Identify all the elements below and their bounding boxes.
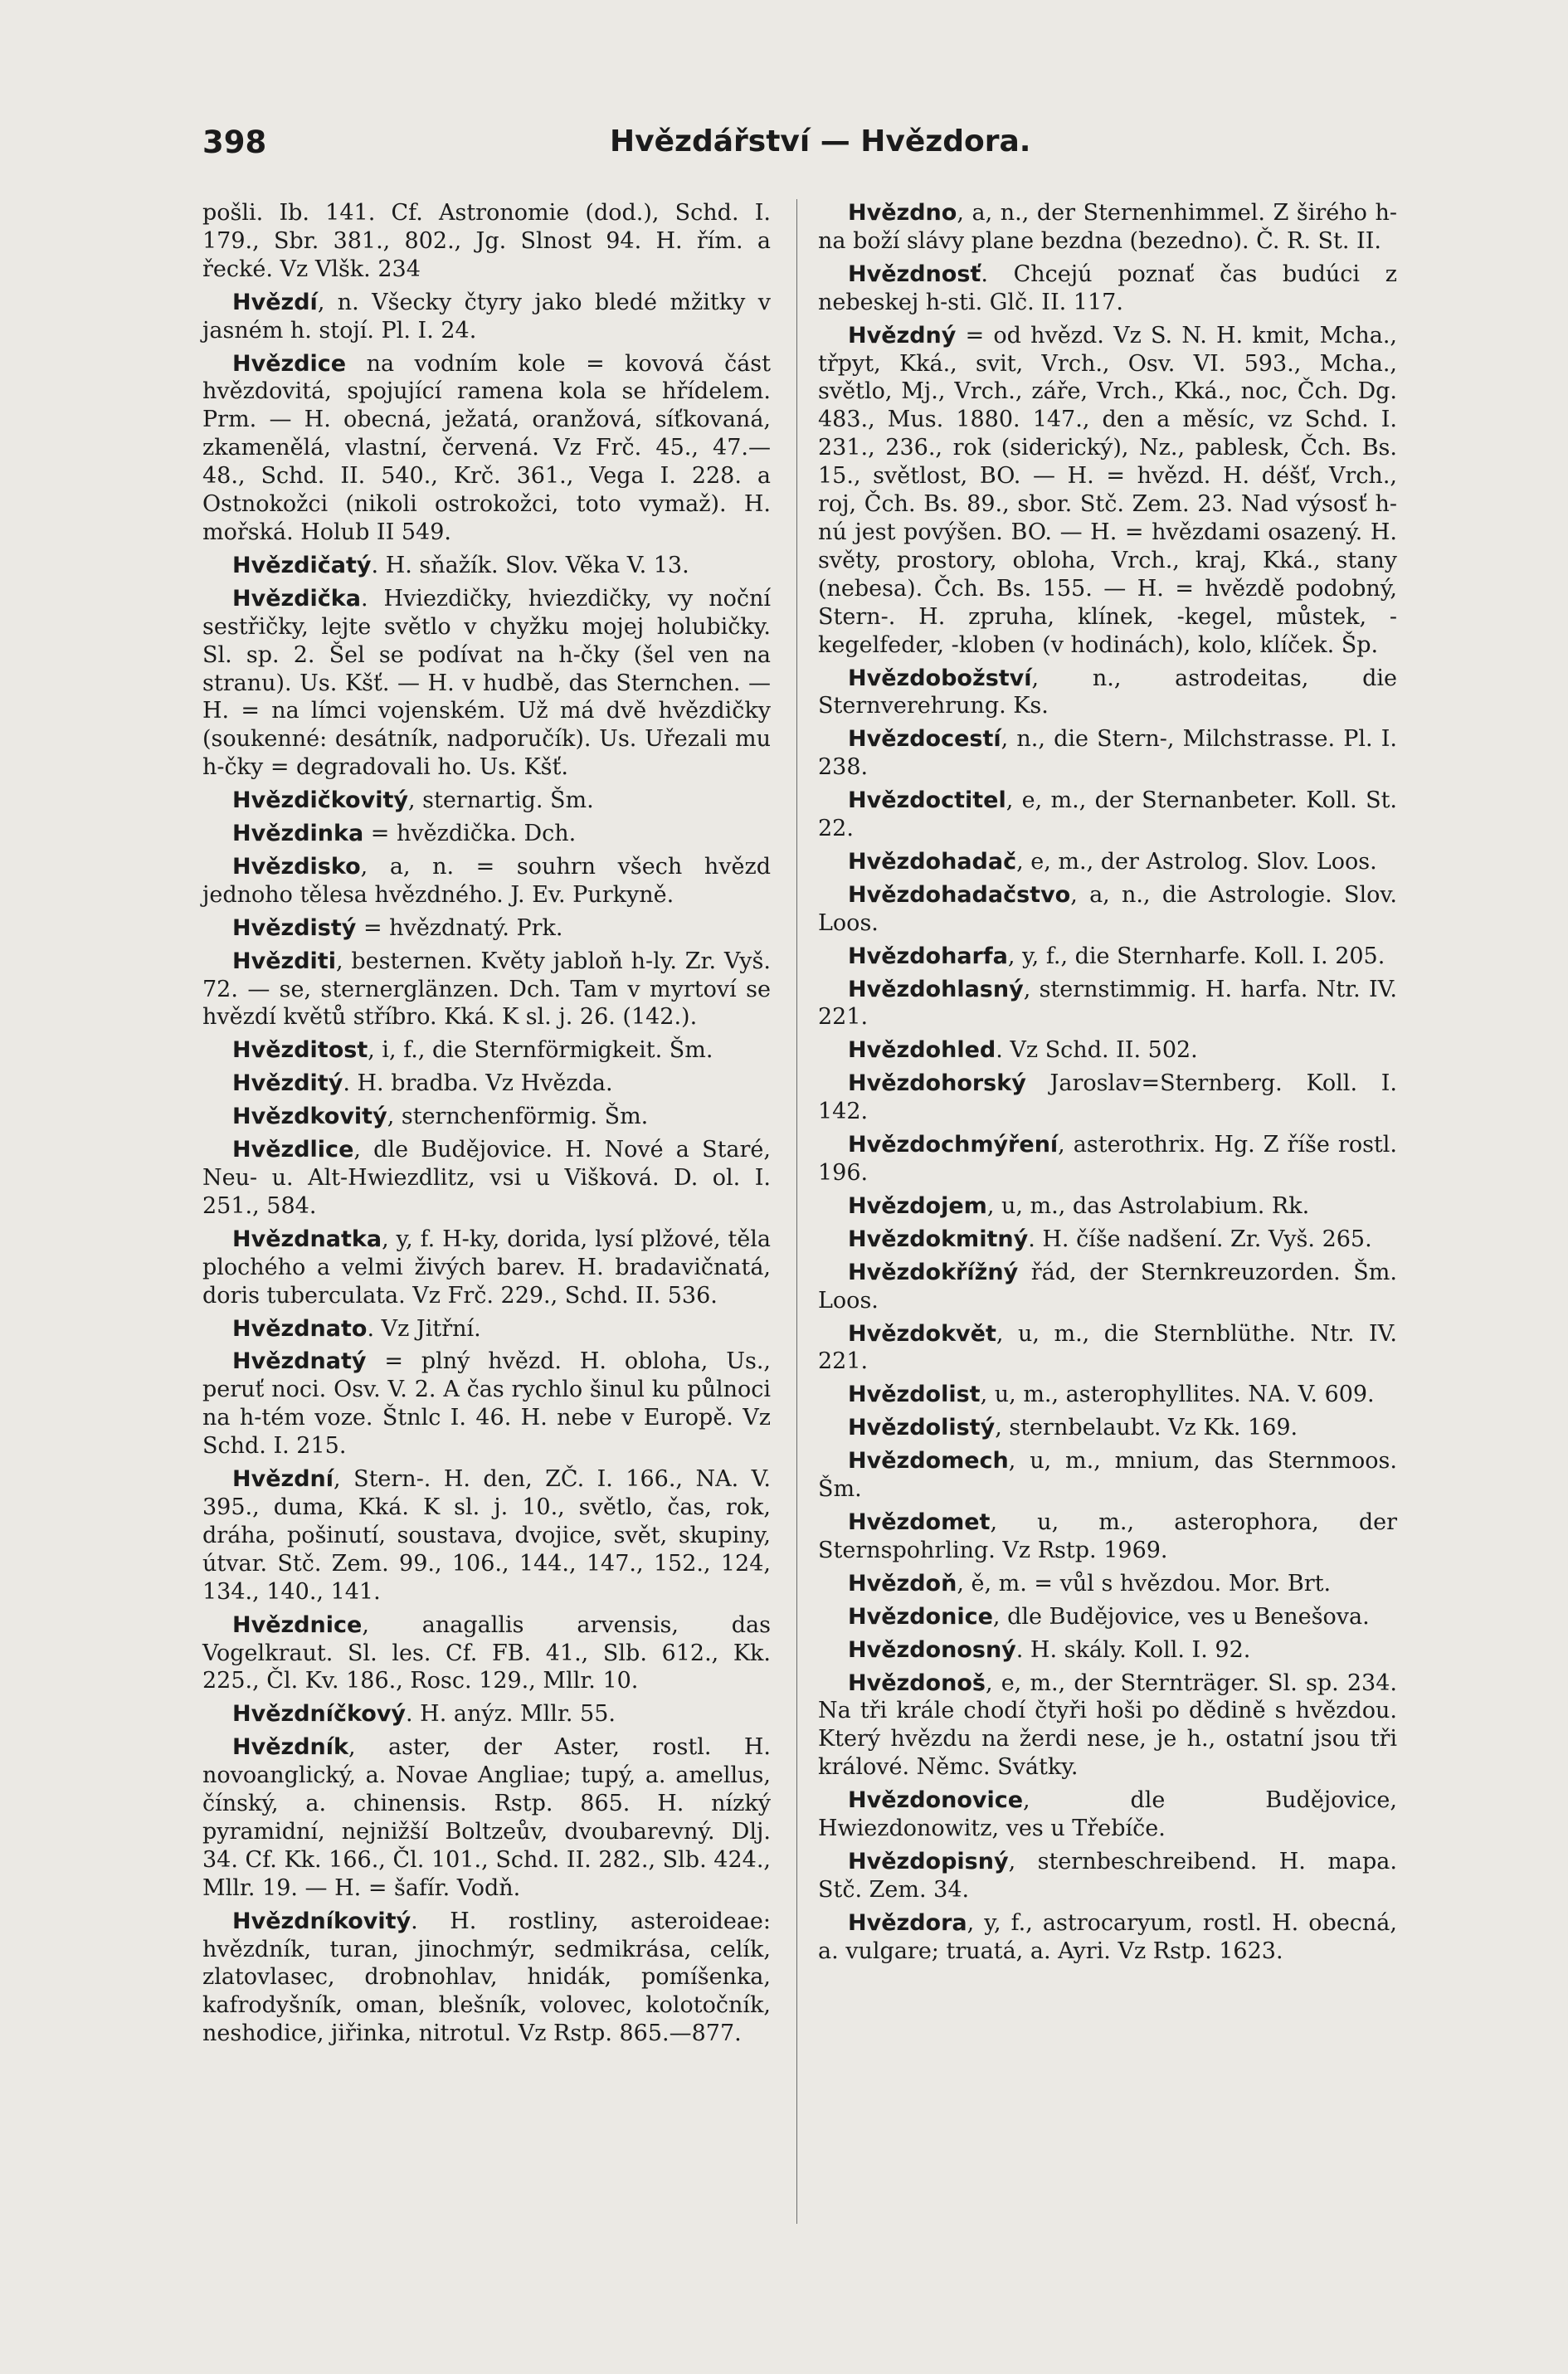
entry-text: . Hviezdičky, hviezdičky, vy noční sestřičky, lejte světlo v chyžku mojej holubičky. Sl. sp. 2. Šel se podívat na h-čky (šel ven na stranu). Us. Kšť. — H. v hudbě, das Sternchen. — H. = na límci vojenském. Už má dvě hvězdičky (soukenné: desátník, nadporučík). Us. Uřezali mu h-čky = degradovali ho. Us. Kšť. bbox=[202, 585, 771, 781]
dictionary-entry bbox=[818, 1447, 1397, 1504]
dictionary-entry bbox=[818, 1259, 1397, 1315]
entry-headword: Hvězdnice bbox=[232, 1611, 363, 1638]
dictionary-entry bbox=[202, 1315, 771, 1343]
entry-headword: Hvězdlice bbox=[232, 1137, 354, 1163]
entry-headword: Hvězdnatka bbox=[232, 1226, 382, 1252]
entry-text: , n., die Stern-, Milchstrasse. Pl. I. 238. bbox=[818, 726, 1397, 781]
page-header bbox=[0, 124, 1568, 174]
entry-text: , n., astrodeitas, die Sternverehrung. Ks. bbox=[818, 665, 1397, 719]
entry-headword: Hvězdníčkový bbox=[232, 1701, 407, 1728]
entry-text: , u, m., mnium, das Sternmoos. Šm. bbox=[818, 1448, 1397, 1503]
entry-text: , dle Budějovice. H. Nové a Staré, Neu- u. Alt-Hwiezdlitz, vsi u Višková. D. ol. I. 251., 584. bbox=[202, 1137, 771, 1219]
dictionary-entry bbox=[202, 350, 771, 547]
dictionary-entry bbox=[818, 1636, 1397, 1665]
dictionary-entry bbox=[818, 1036, 1397, 1065]
entry-headword: Hvězdníkovitý bbox=[232, 1908, 411, 1934]
entry-text: pošli. Ib. 141. Cf. Astronomie (dod.), Schd. I. 179., Sbr. 381., 802., Jg. Slnost 94. H. řím. a řecké. Vz Vlšk. 234 bbox=[202, 200, 771, 282]
dictionary-entry bbox=[202, 1136, 771, 1221]
dictionary-entry bbox=[818, 322, 1397, 660]
entry-text: , anagallis arvensis, das Vogelkraut. Sl. les. Cf. FB. 41., Slb. 612., Kk. 225., Čl. Kv. 186., Rosc. 129., Mllr. 10. bbox=[202, 1611, 771, 1694]
entry-headword: Hvězdochmýření bbox=[848, 1132, 1059, 1158]
entry-text: = plný hvězd. H. obloha, Us., peruť noci. Osv. V. 2. A čas rychlo šinul ku půlnoci na h-tém voze. Štnlc I. 46. H. nebe v Europě. Vz Schd. I. 215. bbox=[202, 1348, 771, 1460]
column-divider bbox=[796, 199, 797, 2224]
dictionary-entry bbox=[818, 1192, 1397, 1221]
entry-headword: Hvězdojem bbox=[848, 1192, 987, 1219]
dictionary-entry bbox=[818, 848, 1397, 876]
entry-text: , dle Budějovice, ves u Benešova. bbox=[992, 1603, 1370, 1630]
right-column bbox=[818, 199, 1397, 1971]
entry-text: = od hvězd. Vz S. N. H. kmit, Mcha., třpyt, Kká., svit, Vrch., Osv. VI. 593., Mcha., světlo, Mj., Vrch., záře, Vrch., Kká., noc, Čch. Dg. 483., Mus. 1880. 147., den a měsíc, vz Schd. I. 231., 236., rok (siderický), Nz., pablesk, Čch. Bs. 15., světlost, BO. — H. = hvězd. H. déšť, Vrch., roj, Čch. Bs. 89., sbor. Stč. Zem. 23. Nad výsosť h-nú jest povýšen. BO. — H. = hvězdami osazený. H. světy, prostory, obloha, Vrch., kraj, Kká., stany (nebesa). Čch. Bs. 155. — H. = hvězdě podobný, Stern-. H. zpruha, klínek, -kegel, můstek, -kegelfeder, -kloben (v hodinách), kolo, klíček. Šp. bbox=[818, 322, 1397, 658]
entry-text: , sternbelaubt. Vz Kk. 169. bbox=[995, 1415, 1298, 1441]
entry-headword: Hvězdinka bbox=[232, 821, 364, 847]
dictionary-entry bbox=[818, 1909, 1397, 1966]
entry-headword: Hvězdohled bbox=[848, 1037, 996, 1064]
dictionary-entry bbox=[202, 820, 771, 848]
entry-headword: Hvězdopisný bbox=[848, 1848, 1009, 1874]
entry-text: , e, m., der Sternanbeter. Koll. St. 22. bbox=[818, 787, 1397, 842]
entry-headword: Hvězdičatý bbox=[232, 552, 372, 578]
left-column bbox=[202, 199, 771, 2053]
entry-headword: Hvězdomech bbox=[848, 1448, 1009, 1475]
dictionary-entry bbox=[202, 1348, 771, 1460]
entry-headword: Hvězdnatý bbox=[232, 1348, 367, 1375]
dictionary-entry bbox=[818, 1414, 1397, 1442]
entry-headword: Hvězdní bbox=[232, 1466, 334, 1493]
entry-text: . Vz Schd. II. 502. bbox=[996, 1037, 1198, 1064]
entry-headword: Hvězdobožství bbox=[848, 665, 1032, 691]
dictionary-entry bbox=[818, 1603, 1397, 1631]
dictionary-entry bbox=[818, 1848, 1397, 1904]
entry-text: , e, m., der Sternträger. Sl. sp. 234. Na tři krále chodí čtyři hoši po dědině s hvězdou. Který hvězdu na žerdi nese, je h., ostatní jsou tři králové. Němc. Svátky. bbox=[818, 1670, 1397, 1781]
dictionary-entry bbox=[818, 725, 1397, 782]
entry-headword: Hvězditost bbox=[232, 1037, 368, 1064]
entry-text: . Chcejú poznať čas budúci z nebeskej h-sti. Glč. II. 117. bbox=[818, 261, 1397, 315]
dictionary-entry bbox=[202, 552, 771, 580]
entry-text: Jaroslav=Sternberg. Koll. I. 142. bbox=[818, 1070, 1397, 1125]
entry-text: , u, m., asterophyllites. NA. V. 609. bbox=[980, 1382, 1375, 1408]
entry-text: , a, n. = souhrn všech hvězd jednoho tělesa hvězdného. J. Ev. Purkyně. bbox=[202, 853, 771, 908]
entry-text: , sternbeschreibend. H. mapa. Stč. Zem. 34. bbox=[818, 1848, 1397, 1903]
entry-headword: Hvězdora bbox=[848, 1909, 967, 1936]
entry-text: . H. rostliny, asteroideae: hvězdník, turan, jinochmýr, sedmikrása, celík, zlatovlasec, drobnohlav, hnidák, pomíšenka, kafrodyšník, oman, blešník, volovec, kolotočník, neshodice, jiřinka, nitrotul. Vz Rstp. 865.—877. bbox=[202, 1908, 771, 2047]
entry-headword: Hvězdonice bbox=[848, 1603, 993, 1630]
entry-headword: Hvězdokvět bbox=[848, 1320, 996, 1347]
entry-text: , besternen. Květy jabloň h-ly. Zr. Vyš. 72. — se, sternerglänzen. Dch. Tam v myrtoví se hvězdí květů stříbro. Kká. K sl. j. 26. (142.). bbox=[202, 948, 771, 1031]
entry-text: . H. číše nadšení. Zr. Vyš. 265. bbox=[1028, 1226, 1372, 1252]
entry-headword: Hvězdice bbox=[232, 350, 347, 377]
entry-headword: Hvězdička bbox=[232, 585, 361, 612]
entry-text: , i, f., die Sternförmigkeit. Šm. bbox=[368, 1037, 713, 1064]
entry-headword: Hvězdonovice bbox=[848, 1787, 1024, 1814]
dictionary-entry bbox=[818, 1787, 1397, 1843]
dictionary-entry bbox=[818, 787, 1397, 843]
entry-headword: Hvězdolist bbox=[848, 1382, 981, 1408]
entry-text: , ě, m. = vůl s hvězdou. Mor. Brt. bbox=[957, 1570, 1332, 1596]
page-number: 398 bbox=[202, 124, 267, 160]
entry-headword: Hvězdokřížný bbox=[848, 1259, 1019, 1285]
entry-text: , u, m., die Sternblüthe. Ntr. IV. 221. bbox=[818, 1320, 1397, 1375]
entry-text: , u, m., asterophora, der Sternspohrling. Vz Rstp. 1969. bbox=[818, 1509, 1397, 1563]
entry-text: , sternstimmig. H. harfa. Ntr. IV. 221. bbox=[818, 976, 1397, 1031]
dictionary-entry bbox=[202, 1036, 771, 1065]
dictionary-entry bbox=[818, 881, 1397, 938]
entry-headword: Hvězdno bbox=[848, 200, 957, 226]
entry-text: . Vz Jitřní. bbox=[367, 1315, 481, 1342]
dictionary-entry bbox=[818, 1320, 1397, 1377]
entry-text: = hvězdnatý. Prk. bbox=[356, 914, 563, 941]
dictionary-entry bbox=[818, 1509, 1397, 1565]
dictionary-entry bbox=[202, 948, 771, 1032]
entry-headword: Hvězdohadačstvo bbox=[848, 881, 1071, 908]
dictionary-entry bbox=[818, 1670, 1397, 1782]
entry-text: , y, f., astrocaryum, rostl. H. obecná, a. vulgare; truatá, a. Ayri. Vz Rstp. 1623. bbox=[818, 1909, 1397, 1964]
dictionary-entry bbox=[818, 665, 1397, 721]
entry-headword: Hvězdohlasný bbox=[848, 976, 1024, 1002]
dictionary-entry bbox=[202, 199, 771, 284]
dictionary-entry bbox=[202, 1700, 771, 1728]
entry-headword: Hvězdohorský bbox=[848, 1070, 1026, 1097]
entry-headword: Hvězdisko bbox=[232, 853, 361, 880]
dictionary-entry bbox=[202, 1070, 771, 1098]
dictionary-entry bbox=[818, 1070, 1397, 1126]
entry-text: , y, f. H-ky, dorida, lysí plžové, těla plochého a velmi živých barev. H. bradavičnatá, doris tuberculata. Vz Frč. 229., Schd. II. 536. bbox=[202, 1226, 771, 1309]
running-title: Hvězdářství — Hvězdora. bbox=[610, 124, 1031, 158]
dictionary-entry bbox=[818, 1131, 1397, 1187]
entry-headword: Hvězditý bbox=[232, 1070, 343, 1097]
entry-text: na vodním kole = kovová část hvězdovitá, spojující ramena kola se hřídelem. Prm. — H. obecná, ježatá, oranžová, síťkovaná, zkamenělá, vlastní, červená. Vz Frč. 45., 47.—48., Schd. II. 540., Krč. 361., Vega I. 228. a Ostnokožci (nikoli ostrokožci, toto vymaž). H. mořská. Holub II 549. bbox=[202, 350, 771, 545]
entry-headword: Hvězdičkovitý bbox=[232, 787, 408, 814]
entry-headword: Hvězdný bbox=[848, 322, 957, 349]
entry-headword: Hvězdoctitel bbox=[848, 787, 1006, 814]
entry-headword: Hvězdnato bbox=[232, 1315, 368, 1342]
entry-text: , a, n., die Astrologie. Slov. Loos. bbox=[818, 881, 1397, 936]
dictionary-entry bbox=[202, 1611, 771, 1696]
dictionary-entry bbox=[202, 1226, 771, 1310]
entry-headword: Hvězdocestí bbox=[848, 726, 1001, 753]
entry-text: , sternchenförmig. Šm. bbox=[387, 1104, 649, 1130]
entry-text: . H. skály. Koll. I. 92. bbox=[1015, 1636, 1251, 1663]
dictionary-entry bbox=[818, 1226, 1397, 1254]
dictionary-entry bbox=[202, 1733, 771, 1902]
entry-headword: Hvězdkovitý bbox=[232, 1104, 387, 1130]
entry-headword: Hvězdoň bbox=[848, 1570, 957, 1596]
entry-text: . H. sňažík. Slov. Věka V. 13. bbox=[371, 552, 689, 578]
entry-headword: Hvězdonosný bbox=[848, 1636, 1016, 1663]
entry-text: , Stern-. H. den, ZČ. I. 166., NA. V. 395., duma, Kká. K sl. j. 10., světlo, čas, rok, dráha, pošinutí, soustava, dvojice, svět, skupiny, útvar. Stč. Zem. 99., 106., 144., 147., 152., 124, 134., 140., 141. bbox=[202, 1466, 771, 1605]
entry-text: , e, m., der Astrolog. Slov. Loos. bbox=[1016, 848, 1377, 875]
entry-text: , n. Všecky čtyry jako bledé mžitky v jasném h. stojí. Pl. I. 24. bbox=[202, 289, 771, 344]
dictionary-entry bbox=[818, 1570, 1397, 1598]
dictionary-entry bbox=[818, 199, 1397, 256]
dictionary-entry bbox=[202, 1465, 771, 1606]
entry-headword: Hvězdokmitný bbox=[848, 1226, 1029, 1252]
entry-headword: Hvězdnosť bbox=[848, 261, 981, 287]
entry-text: = hvězdička. Dch. bbox=[363, 821, 577, 847]
entry-headword: Hvězditi bbox=[232, 948, 336, 974]
entry-text: , dle Budějovice, Hwiezdonowitz, ves u Třebíče. bbox=[818, 1787, 1397, 1842]
entry-text: , u, m., das Astrolabium. Rk. bbox=[986, 1192, 1310, 1219]
entry-headword: Hvězdoharfa bbox=[848, 943, 1008, 969]
entry-text: , a, n., der Sternenhimmel. Z širého h-na boží slávy plane bezdna (bezedno). Č. R. St. II. bbox=[818, 200, 1397, 254]
entry-text: , asterothrix. Hg. Z říše rostl. 196. bbox=[818, 1132, 1397, 1186]
dictionary-entry bbox=[818, 261, 1397, 317]
entry-headword: Hvězdonoš bbox=[848, 1670, 986, 1696]
dictionary-entry bbox=[202, 1103, 771, 1131]
entry-headword: Hvězdistý bbox=[232, 914, 357, 941]
entry-text: , sternartig. Šm. bbox=[407, 787, 594, 814]
entry-text: , y, f., die Sternharfe. Koll. I. 205. bbox=[1007, 943, 1385, 969]
entry-text: . H. anýz. Mllr. 55. bbox=[406, 1701, 616, 1728]
entry-headword: Hvězdí bbox=[232, 289, 318, 315]
dictionary-entry bbox=[818, 943, 1397, 971]
entry-text: , aster, der Aster, rostl. H. novoanglický, a. Novae Angliae; tupý, a. amellus, čínský, a. chinensis. Rstp. 865. H. nízký pyramidní, nejnižší Boltzeův, dvoubarevný. Dlj. 34. Cf. Kk. 166., Čl. 101., Schd. II. 282., Slb. 424., Mllr. 19. — H. = šafír. Vodň. bbox=[202, 1734, 771, 1901]
entry-headword: Hvězdník bbox=[232, 1734, 348, 1761]
dictionary-entry bbox=[818, 976, 1397, 1032]
entry-headword: Hvězdomet bbox=[848, 1509, 991, 1535]
dictionary-entry bbox=[202, 1908, 771, 2049]
entry-text: řád, der Sternkreuzorden. Šm. Loos. bbox=[818, 1259, 1397, 1314]
dictionary-entry bbox=[202, 914, 771, 943]
entry-headword: Hvězdohadač bbox=[848, 848, 1017, 875]
dictionary-entry bbox=[202, 289, 771, 345]
dictionary-entry bbox=[202, 787, 771, 815]
dictionary-entry bbox=[818, 1381, 1397, 1409]
dictionary-entry bbox=[202, 585, 771, 782]
entry-headword: Hvězdolistý bbox=[848, 1415, 996, 1441]
entry-text: . H. bradba. Vz Hvězda. bbox=[343, 1070, 613, 1097]
dictionary-entry bbox=[202, 853, 771, 909]
